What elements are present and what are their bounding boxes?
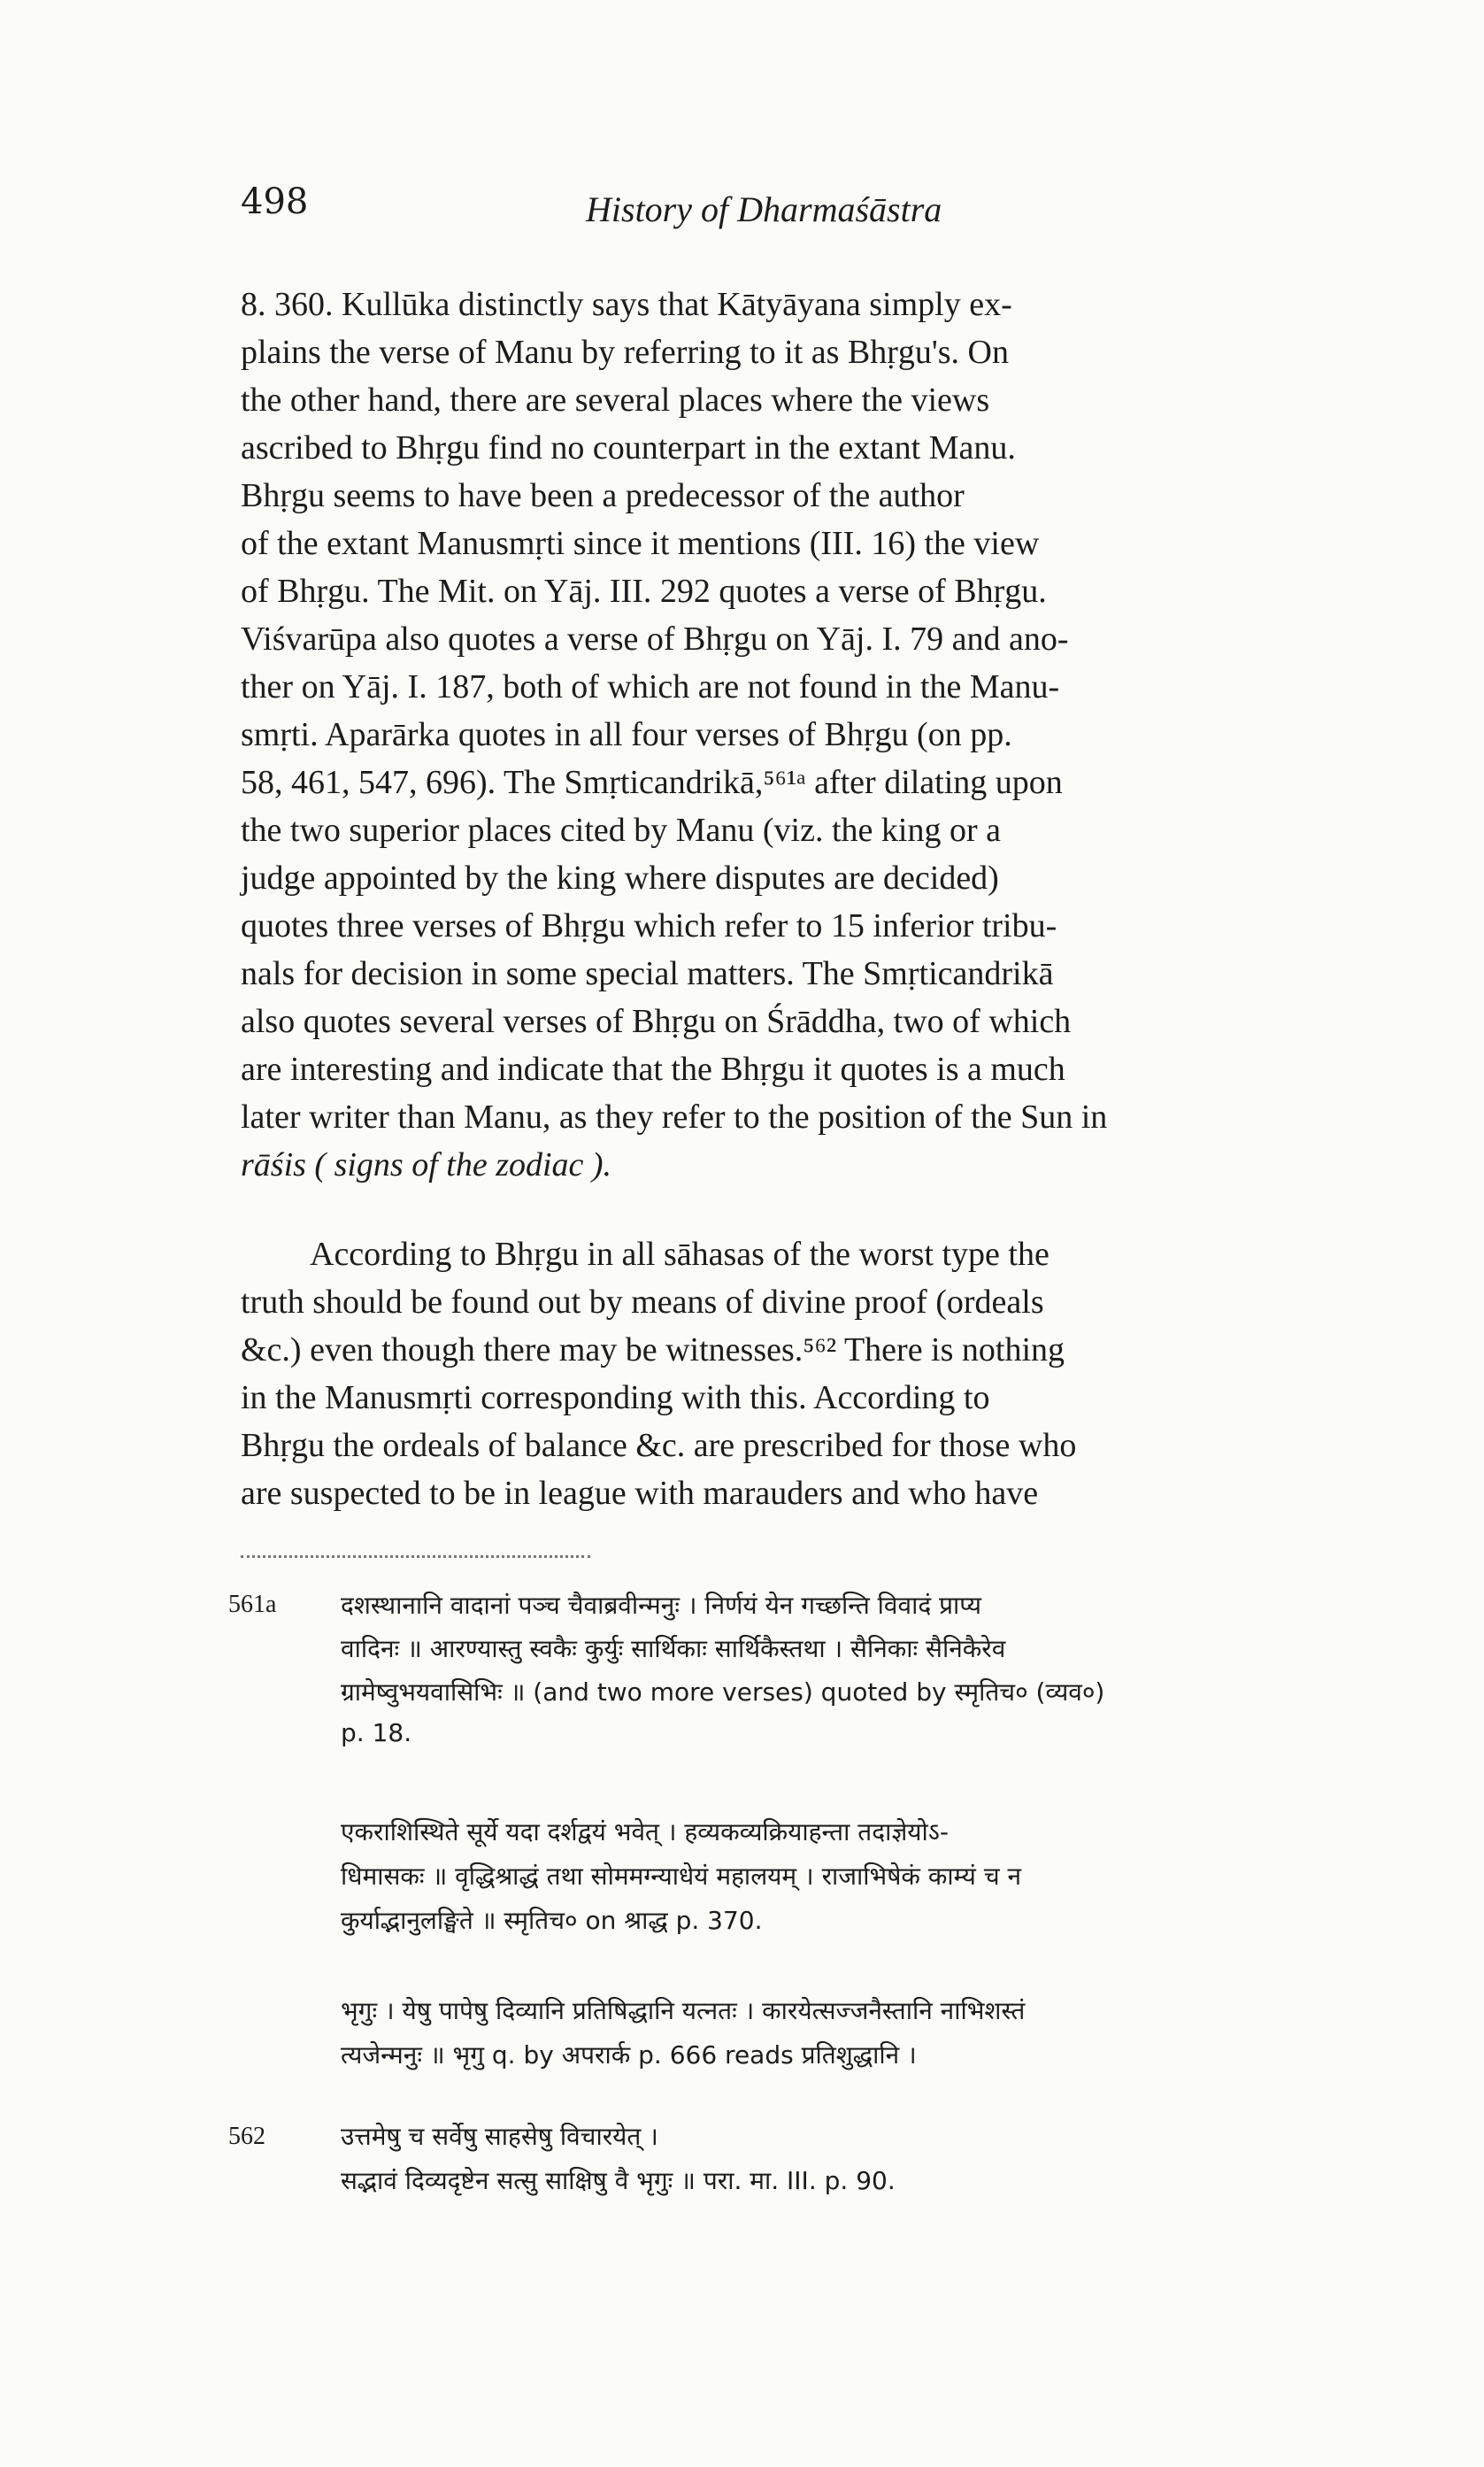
- text-line: 58, 461, 547, 696). The Smṛticandrikā,⁵⁶¹ᵃ after dilating upon: [241, 764, 1063, 801]
- text-line: smṛti. Aparārka quotes in all four verses of Bhṛgu (on pp.: [241, 716, 1012, 753]
- footnote-line: वादिनः ॥ आरण्यास्तु स्वकैः कुर्युः सार्थिकाः सार्थिकैस्तथा । सैनिकाः सैनिकैरेव: [341, 1634, 1006, 1663]
- text-line: judge appointed by the king where disputes are decided): [241, 860, 999, 897]
- footnote-divider: [241, 1555, 590, 1558]
- text-line: plains the verse of Manu by referring to it as Bhṛgu's. On: [241, 334, 1009, 371]
- text-line: &c.) even though there may be witnesses.⁵⁶² There is nothing: [241, 1331, 1065, 1368]
- text-line: truth should be found out by means of divine proof (ordeals: [241, 1284, 1044, 1321]
- text-line: of Bhṛgu. The Mit. on Yāj. III. 292 quotes a verse of Bhṛgu.: [241, 573, 1047, 610]
- text-line: Bhṛgu seems to have been a predecessor of the author: [241, 477, 965, 514]
- text-line: of the extant Manusmṛti since it mentions (III. 16) the view: [241, 525, 1040, 562]
- text-line: the two superior places cited by Manu (viz. the king or a: [241, 812, 1001, 849]
- text-line: in the Manusmṛti corresponding with this. According to: [241, 1379, 990, 1416]
- footnote-line: उत्तमेषु च सर्वेषु साहसेषु विचारयेत् ।: [341, 2122, 658, 2151]
- text-line: nals for decision in some special matters. The Smṛticandrikā: [241, 955, 1054, 992]
- footnote-marker: 561a: [228, 1591, 277, 1618]
- footnote-line: कुर्याद्भानुलङ्घिते ॥ स्मृतिच० on श्राद्ध p. 370.: [341, 1906, 763, 1935]
- text-line: Bhṛgu the ordeals of balance &c. are prescribed for those who: [241, 1427, 1077, 1464]
- footnote-line: ग्रामेष्वुभयवासिभिः ॥ (and two more verses) quoted by स्मृतिच० (व्यव०): [341, 1677, 1105, 1707]
- footnote-line: त्यजेन्मनुः ॥ भृगु q. by अपरार्क p. 666 reads प्रतिशुद्धानि ।: [341, 2040, 917, 2070]
- text-line: also quotes several verses of Bhṛgu on Śrāddha, two of which: [241, 1003, 1072, 1040]
- text-line: Viśvarūpa also quotes a verse of Bhṛgu on Yāj. I. 79 and ano-: [241, 621, 1069, 658]
- page-number: 498: [241, 181, 309, 222]
- text-line: ther on Yāj. I. 187, both of which are not found in the Manu-: [241, 668, 1060, 705]
- text-line: the other hand, there are several places where the views: [241, 382, 990, 419]
- text-line: quotes three verses of Bhṛgu which refer to 15 inferior tribu-: [241, 907, 1057, 944]
- text-line: rāśis ( signs of the zodiac ).: [241, 1146, 612, 1183]
- footnote-line: एकराशिस्थिते सूर्ये यदा दर्शद्वयं भवेत् । हव्यकव्यक्रियाहन्ता तदाज्ञेयोऽ-: [341, 1817, 949, 1846]
- text-line: later writer than Manu, as they refer to the position of the Sun in: [241, 1099, 1108, 1136]
- footnote-line: सद्भावं दिव्यदृष्टेन सत्सु साक्षिषु वै भृगुः ॥ परा. मा. III. p. 90.: [341, 2166, 896, 2195]
- footnote-line: धिमासकः ॥ वृद्धिश्राद्धं तथा सोममग्न्याधेयं महालयम् । राजाभिषेकं काम्यं च न: [341, 1862, 1022, 1891]
- footnote-marker: 562: [228, 2123, 265, 2150]
- footnote-line: दशस्थानानि वादानां पञ्च चैवाब्रवीन्मनुः । निर्णयं येन गच्छन्ति विवादं प्राप्य: [341, 1591, 981, 1620]
- footnote-line: भृगुः । येषु पापेषु दिव्यानि प्रतिषिद्धानि यत्नतः । कारयेत्सज्जनैस्तानि नाभिशस्तं: [341, 1996, 1026, 2025]
- text-line: are suspected to be in league with marauders and who have: [241, 1475, 1039, 1512]
- text-line: According to Bhṛgu in all sāhasas of the worst type the: [310, 1236, 1050, 1273]
- footnote-line: p. 18.: [341, 1718, 412, 1747]
- page-header: [241, 181, 1289, 235]
- running-title: History of Dharmaśāstra: [586, 189, 942, 229]
- text-line: are interesting and indicate that the Bhṛgu it quotes is a much: [241, 1051, 1065, 1088]
- text-line: ascribed to Bhṛgu find no counterpart in the extant Manu.: [241, 429, 1016, 466]
- text-line: 8. 360. Kullūka distinctly says that Kātyāyana simply ex-: [241, 286, 1012, 323]
